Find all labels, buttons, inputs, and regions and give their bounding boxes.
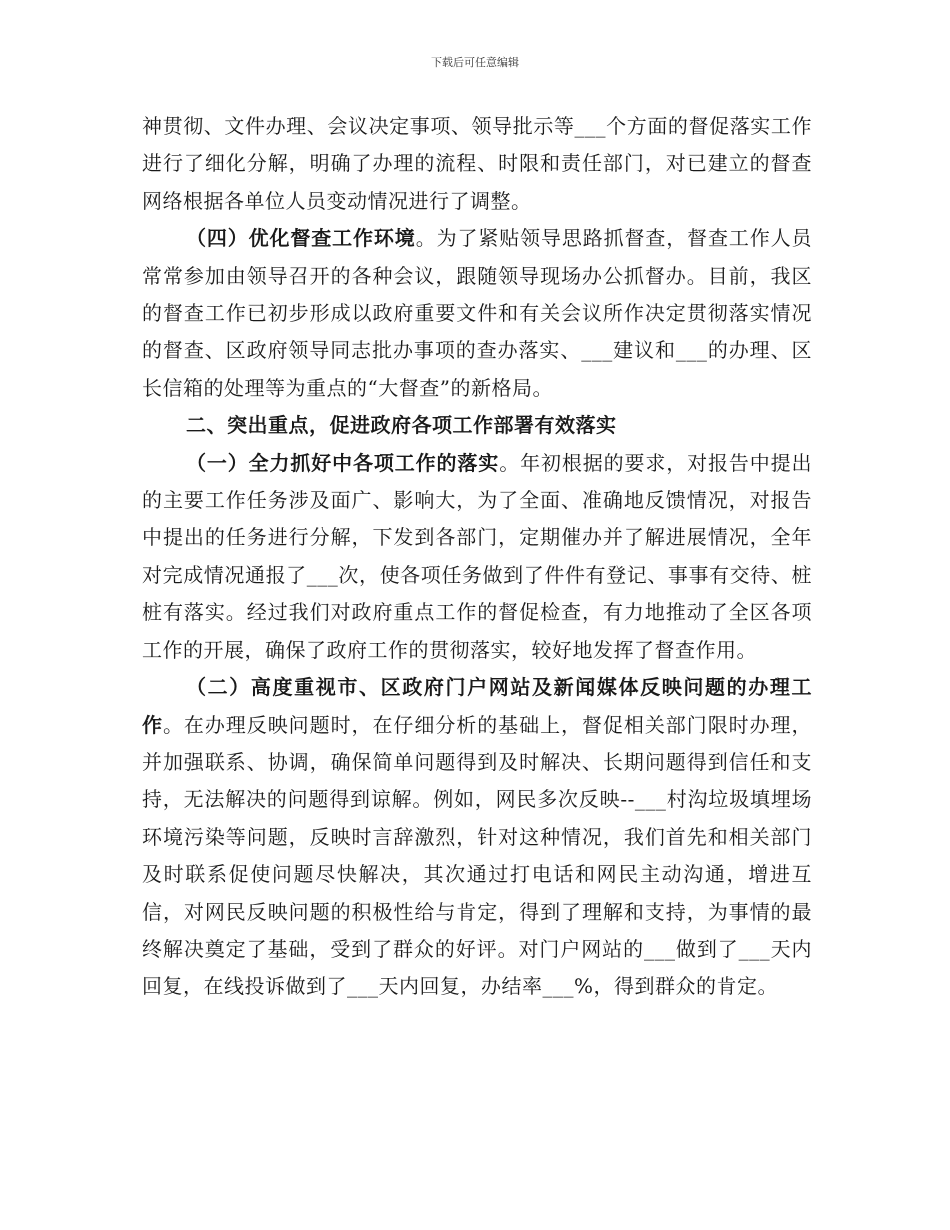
paragraph-text: 。为了紧贴领导思路抓督查，督查工作人员常常参加由领导召开的各种会议，跟随领导现场办公抓督办。目前，我区的督查工作已初步形成以政府重要文件和有关会议所作决定贯彻落实情况的督查、区政府领导同志批办事项的查办落实、___建议和___的办理、区长信箱的处理等为重点的“大督查”的新格局。 (142, 226, 813, 400)
page-header-note: 下载后可任意编辑 (431, 56, 519, 69)
paragraph-text: 神贯彻、文件办理、会议决定事项、领导批示等___个方面的督促落实工作进行了细化分解，明确了办理的流程、时限和责任部门，对已建立的督查网络根据各单位人员变动情况进行了调整。 (142, 114, 812, 213)
paragraph-implementation (142, 445, 812, 669)
paragraph-optimize-environment (142, 220, 812, 407)
paragraph-lead-heading: （二）高度重视市、区政府门户网站及新闻媒体反映问题的办理工作 (142, 675, 812, 737)
paragraph-text: 。年初根据的要求，对报告中提出的主要工作任务涉及面广、影响大，为了全面、准确地反馈情况，对报告中提出的任务进行分解，下发到各部门，定期催办并了解进展情况，全年对完成情况通报了___次，使各项任务做到了件件有登记、事事有交待、桩桩有落实。经过我们对政府重点工作的督促检查，有力地推动了全区各项工作的开展，确保了政府工作的贯彻落实，较好地发挥了督查作用。 (142, 450, 813, 662)
paragraph-website-media (142, 669, 812, 1006)
document-body (142, 108, 812, 1006)
paragraph-continuation (142, 108, 812, 220)
section-heading: 二、突出重点，促进政府各项工作部署有效落实 (186, 413, 617, 438)
paragraph-text: 。在办理反映问题时，在仔细分析的基础上，督促相关部门限时办理，并加强联系、协调，确保简单问题得到及时解决、长期问题得到信任和支持，无法解决的问题得到谅解。例如，网民多次反映--___村沟垃圾填埋场环境污染等问题，反映时言辞激烈，针对这种情况，我们首先和相关部门及时联系促使问题尽快解决，其次通过打电话和网民主动沟通，增进互信，对网民反映问题的积极性给与肯定，得到了理解和支持，为事情的最终解决奠定了基础，受到了群众的好评。对门户网站的___做到了___天内回复，在线投诉做到了___天内回复，办结率___%，得到群众的肯定。 (142, 712, 813, 999)
paragraph-lead-heading: （四）优化督查工作环境 (186, 226, 416, 251)
paragraph-lead-heading: （一）全力抓好中各项工作的落实 (186, 450, 500, 475)
